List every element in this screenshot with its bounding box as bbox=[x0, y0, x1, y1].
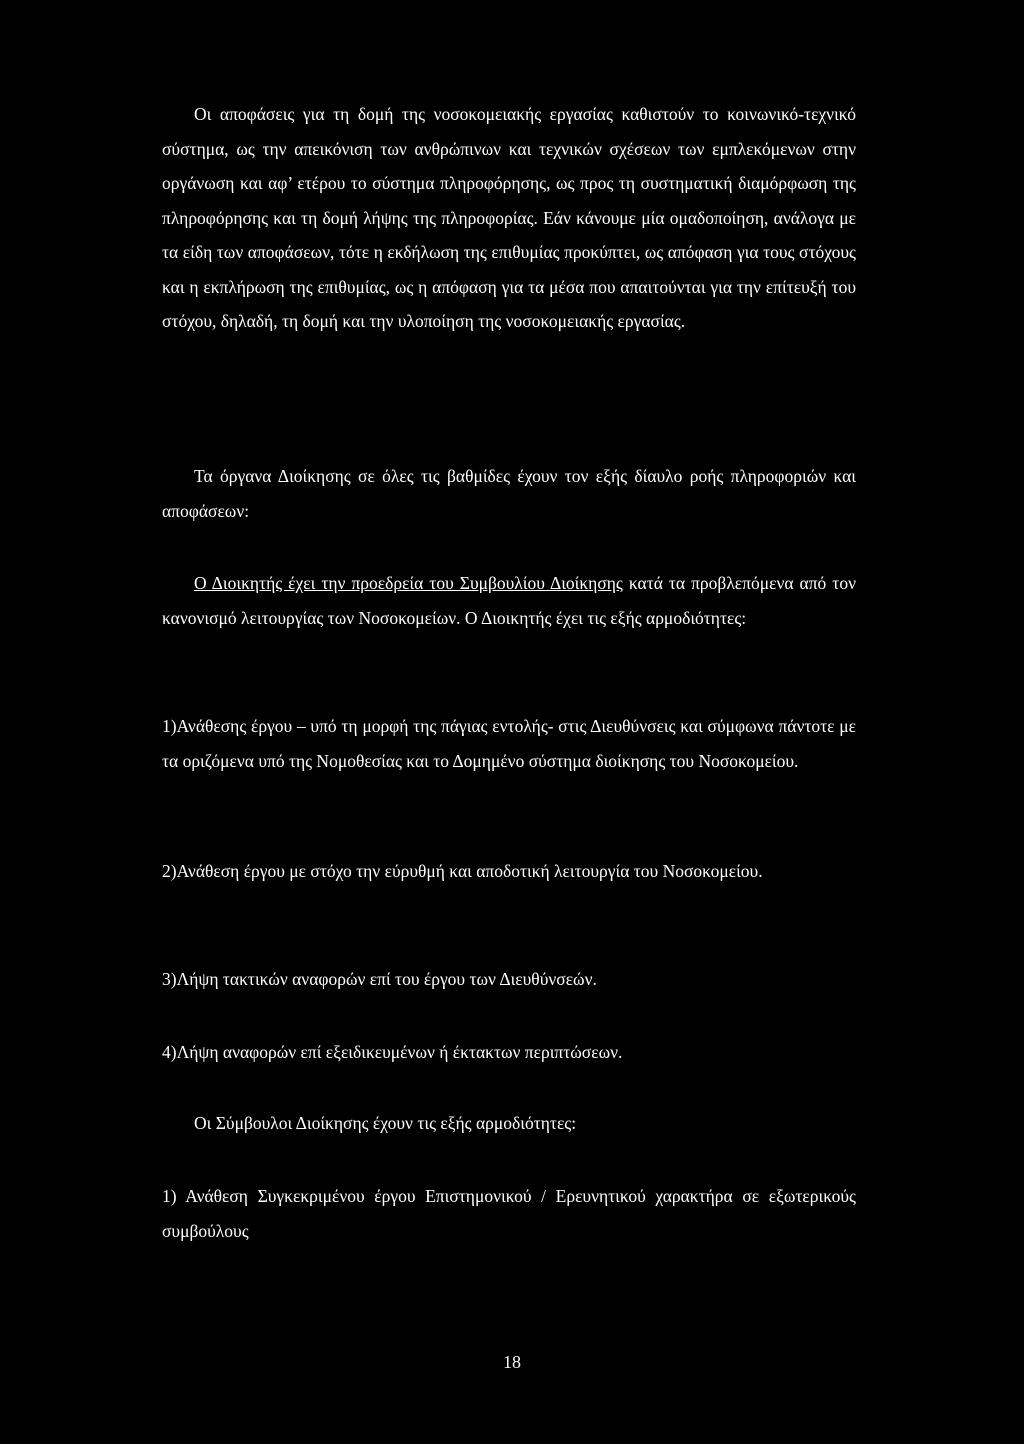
list-item-2 bbox=[162, 854, 856, 889]
paragraph-text: 4)Λήψη αναφορών επί εξειδικευμένων ή έκτακτων περιπτώσεων. bbox=[162, 1042, 623, 1062]
list-item-3 bbox=[162, 962, 856, 997]
advisor-list-item-1 bbox=[162, 1179, 856, 1248]
paragraph-text: 1) Ανάθεση Συγκεκριμένου έργου Επιστημονικού / Ερευνητικού χαρακτήρα σε εξωτερικούς συμβούλους bbox=[162, 1186, 856, 1241]
list-item-4 bbox=[162, 1035, 856, 1070]
paragraph-director bbox=[162, 566, 856, 635]
paragraph-text: Οι Σύμβουλοι Διοίκησης έχουν τις εξής αρμοδιότητες: bbox=[194, 1113, 577, 1133]
paragraph-text: Τα όργανα Διοίκησης σε όλες τις βαθμίδες έχουν τον εξής δίαυλο ροής πληροφοριών και αποφάσεων: bbox=[162, 466, 856, 521]
paragraph-management-organs bbox=[162, 459, 856, 528]
paragraph-advisors bbox=[162, 1106, 856, 1141]
paragraph-text: κατά τα προβλεπόμενα από τον κανονισμό λειτουργίας των Νοσοκομείων. Ο Διοικητής έχει τις εξής αρμοδιότητες: bbox=[162, 573, 856, 628]
underlined-heading-text: Ο Διοικητής έχει την προεδρεία του Συμβουλίου Διοίκησης bbox=[194, 573, 623, 593]
paragraph-decisions-structure bbox=[162, 97, 856, 339]
paragraph-text: 1)Ανάθεσης έργου – υπό τη μορφή της πάγιας εντολής- στις Διευθύνσεις και σύμφωνα πάντοτε με τα οριζόμενα υπό της Νομοθεσίας και το Δομημένο σύστημα διοίκησης του Νοσοκομείου. bbox=[162, 716, 856, 771]
paragraph-text: Οι αποφάσεις για τη δομή της νοσοκομειακής εργασίας καθιστούν το κοινωνικό-τεχνικό σύστημα, ως την απεικόνιση των ανθρώπινων και τεχνικών σχέσεων των εμπλεκόμενων στην οργάνωση και αφ’ ετέρου το σύστημα πληροφόρησης, ως προς τη συστηματική διαμόρφωση της πληροφόρησης και τη δομή λήψης της πληροφορίας. Εάν κάνουμε μία ομαδοποίηση, ανάλογα με τα είδη των αποφάσεων, τότε η εκδήλωση της επιθυμίας προκύπτει, ως απόφαση για τους στόχους και η εκπλήρωση της επιθυμίας, ως η απόφαση για τα μέσα που απαιτούνται για την επίτευξή του στόχου, δηλαδή, τη δομή και την υλοποίηση της νοσοκομειακής εργασίας. bbox=[162, 104, 856, 331]
paragraph-text: 3)Λήψη τακτικών αναφορών επί του έργου των Διευθύνσεών. bbox=[162, 969, 597, 989]
list-item-1 bbox=[162, 709, 856, 778]
page-number: 18 bbox=[503, 1352, 521, 1372]
paragraph-text: 2)Ανάθεση έργου με στόχο την εύρυθμή και αποδοτική λειτουργία του Νοσοκομείου. bbox=[162, 861, 763, 881]
